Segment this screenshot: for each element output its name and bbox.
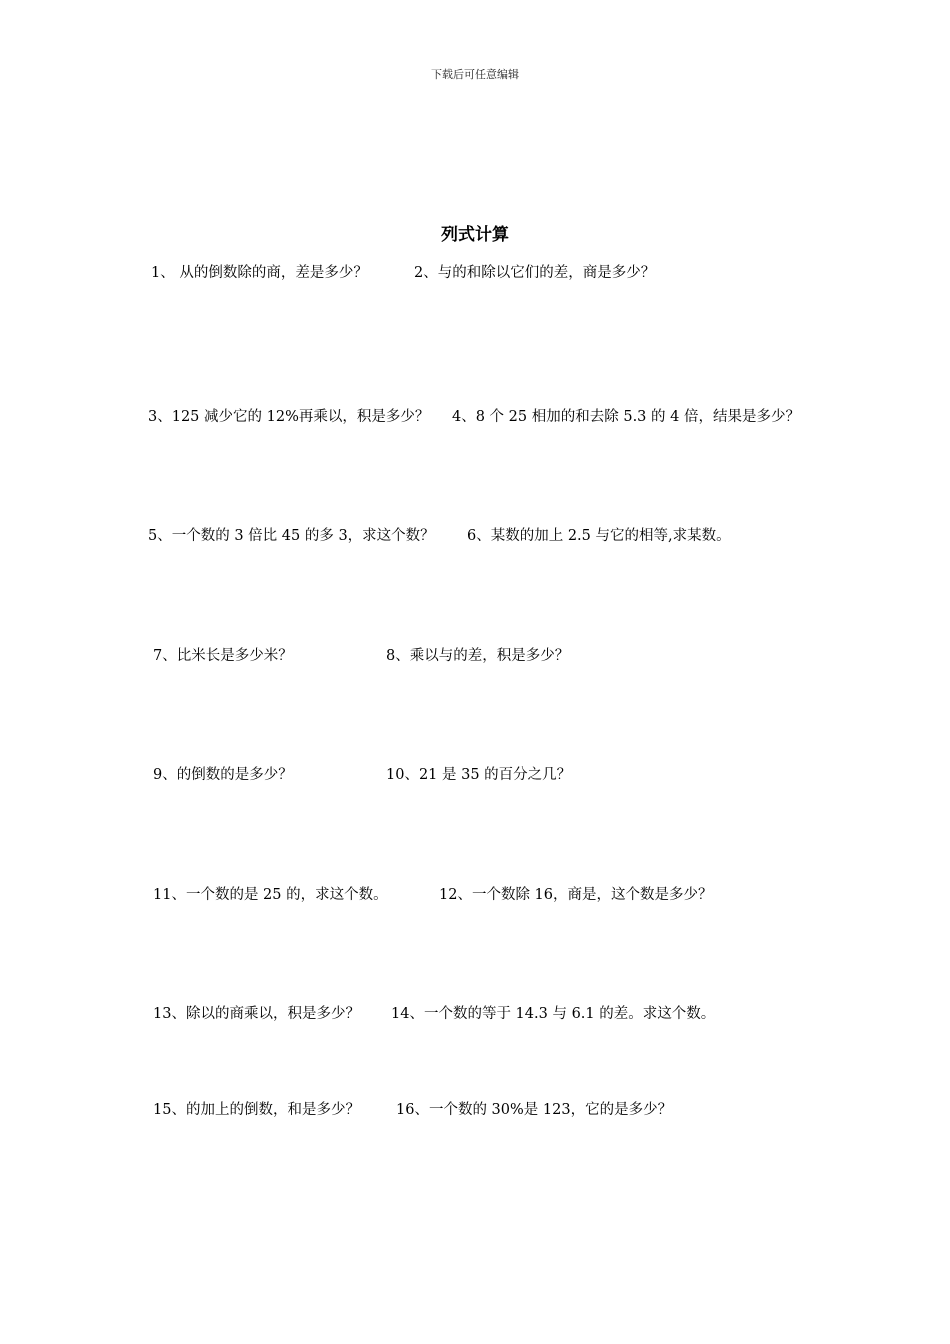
question-row	[0, 524, 950, 546]
question-15: 15、的加上的倒数，和是多少？	[153, 1102, 360, 1118]
question-3: 3、125 减少它的 12%再乘以，积是多少？	[148, 409, 430, 425]
question-8: 8、乘以与的差，积是多少？	[386, 648, 570, 664]
header-note: 下载后可任意编辑	[431, 68, 519, 81]
question-13: 13、除以的商乘以，积是多少？	[153, 1006, 360, 1022]
question-14: 14、一个数的等于 14.3 与 6.1 的差。求这个数。	[391, 1006, 716, 1022]
question-16: 16、一个数的 30%是 123，它的是多少？	[396, 1102, 673, 1118]
question-row	[0, 405, 950, 427]
question-11: 11、一个数的是 25 的，求这个数。	[153, 887, 388, 903]
question-12: 12、一个数除 16，商是，这个数是多少？	[439, 887, 713, 903]
question-row	[0, 644, 950, 666]
question-9: 9、的倒数的是多少？	[153, 767, 293, 783]
question-row	[0, 1002, 950, 1024]
question-4: 4、8 个 25 相加的和去除 5.3 的 4 倍，结果是多少？	[452, 409, 800, 425]
question-10: 10、21 是 35 的百分之几？	[386, 767, 572, 783]
question-5: 5、一个数的 3 倍比 45 的多 3，求这个数？	[148, 528, 435, 544]
question-row	[0, 1098, 950, 1120]
page-title: 列式计算	[441, 225, 509, 245]
question-7: 7、比米长是多少米？	[153, 648, 293, 664]
question-2: 2、与的和除以它们的差，商是多少？	[414, 265, 656, 281]
question-row	[0, 763, 950, 785]
question-row	[0, 261, 950, 283]
question-row	[0, 883, 950, 905]
question-1: 1、 从的倒数除的商，差是多少？	[151, 265, 368, 281]
question-6: 6、某数的加上 2.5 与它的相等,求某数。	[467, 528, 731, 544]
